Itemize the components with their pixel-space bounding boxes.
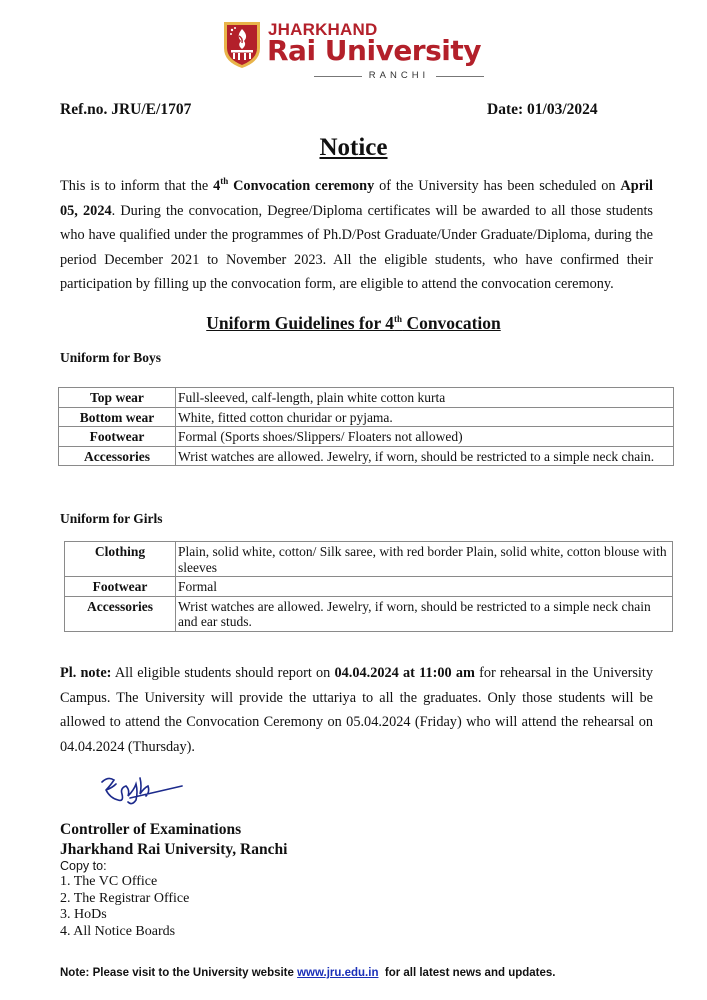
uniform-item: Footwear xyxy=(65,577,176,597)
table-row xyxy=(59,407,674,427)
logo-line-rai-university: Rai University xyxy=(267,34,482,67)
copy-to-list xyxy=(60,874,189,940)
uniform-description: Formal xyxy=(176,577,673,597)
table-row xyxy=(65,596,673,631)
table-row xyxy=(59,427,674,447)
uniform-guidelines-heading: Uniform Guidelines for 4th Convocation xyxy=(206,313,501,333)
boys-uniform-table xyxy=(58,387,674,466)
university-website-link[interactable]: www.jru.edu.in xyxy=(297,967,379,979)
handwritten-signature-icon xyxy=(100,772,185,812)
copy-to-label: Copy to: xyxy=(60,859,107,873)
table-row xyxy=(65,577,673,597)
table-row xyxy=(59,388,674,408)
university-shield-torch-icon xyxy=(222,18,262,70)
footer-note: Note: Please visit to the University website www.jru.edu.in for all latest news and updates. xyxy=(60,967,556,979)
uniform-description: White, fitted cotton churidar or pyjama. xyxy=(176,407,674,427)
rehearsal-note-paragraph: Pl. note: All eligible students should report on 04.04.2024 at 11:00 am for rehearsal in the University Campus. The University will provide the uttariya to all the graduates. Only those students will be allowed to attend the Convocation Ceremony on 05.04.2024 (Friday) who will attend the rehearsal on 04.04.2024 (Thursday). xyxy=(60,665,654,755)
page-title: Notice xyxy=(319,134,388,161)
uniform-description: Plain, solid white, cotton/ Silk saree, with red border Plain, solid white, cotton blouse with sleeves xyxy=(176,542,673,577)
uniform-item: Accessories xyxy=(65,596,176,631)
uniform-description: Wrist watches are allowed. Jewelry, if worn, should be restricted to a simple neck chain and ear studs. xyxy=(176,596,673,631)
convocation-date: April 05, 2024 xyxy=(60,178,653,219)
table-row xyxy=(59,446,674,466)
university-logo xyxy=(222,18,492,80)
list-item: 2. The Registrar Office xyxy=(60,890,190,906)
signatory-organization: Jharkhand Rai University, Ranchi xyxy=(60,841,288,858)
uniform-description: Formal (Sports shoes/Slippers/ Floaters not allowed) xyxy=(176,427,674,447)
convocation-number: 4th Convocation ceremony xyxy=(213,176,375,194)
rehearsal-datetime: 04.04.2024 at 11:00 am xyxy=(334,665,475,681)
uniform-item: Top wear xyxy=(59,388,176,408)
logo-line-ranchi: RANCHI xyxy=(314,70,484,81)
reference-number: Ref.no. JRU/E/1707 xyxy=(60,101,192,118)
notice-date: Date: 01/03/2024 xyxy=(487,101,598,118)
list-item: 4. All Notice Boards xyxy=(60,923,176,939)
uniform-description: Wrist watches are allowed. Jewelry, if worn, should be restricted to a simple neck chain. xyxy=(176,446,674,466)
intro-paragraph: This is to inform that the 4th Convocation ceremony of the University has been scheduled on April 05, 2024. During the convocation, Degree/Diploma certificates will be awarded to all those students who have qualified under the programmes of Ph.D/Post Graduate/Under Graduate/Diploma, during the period December 2021 to November 2023. All the eligible students, who have confirmed their participation by filling up the convocation form, are eligible to attend the convocation ceremony. xyxy=(60,176,653,292)
list-item: 3. HoDs xyxy=(60,907,107,922)
note-label: Pl. note: xyxy=(60,665,112,681)
girls-uniform-table xyxy=(64,541,673,632)
list-item: 1. The VC Office xyxy=(60,874,158,889)
uniform-item: Bottom wear xyxy=(59,407,176,427)
logo-line-jharkhand: JHARKHAND xyxy=(268,20,378,39)
uniform-item: Accessories xyxy=(59,446,176,466)
signatory-title: Controller of Examinations xyxy=(60,821,242,838)
uniform-item: Clothing xyxy=(65,542,176,577)
girls-uniform-label: Uniform for Girls xyxy=(60,511,163,526)
table-row xyxy=(65,542,673,577)
uniform-description: Full-sleeved, calf-length, plain white cotton kurta xyxy=(176,388,674,408)
uniform-item: Footwear xyxy=(59,427,176,447)
boys-uniform-label: Uniform for Boys xyxy=(60,350,161,365)
